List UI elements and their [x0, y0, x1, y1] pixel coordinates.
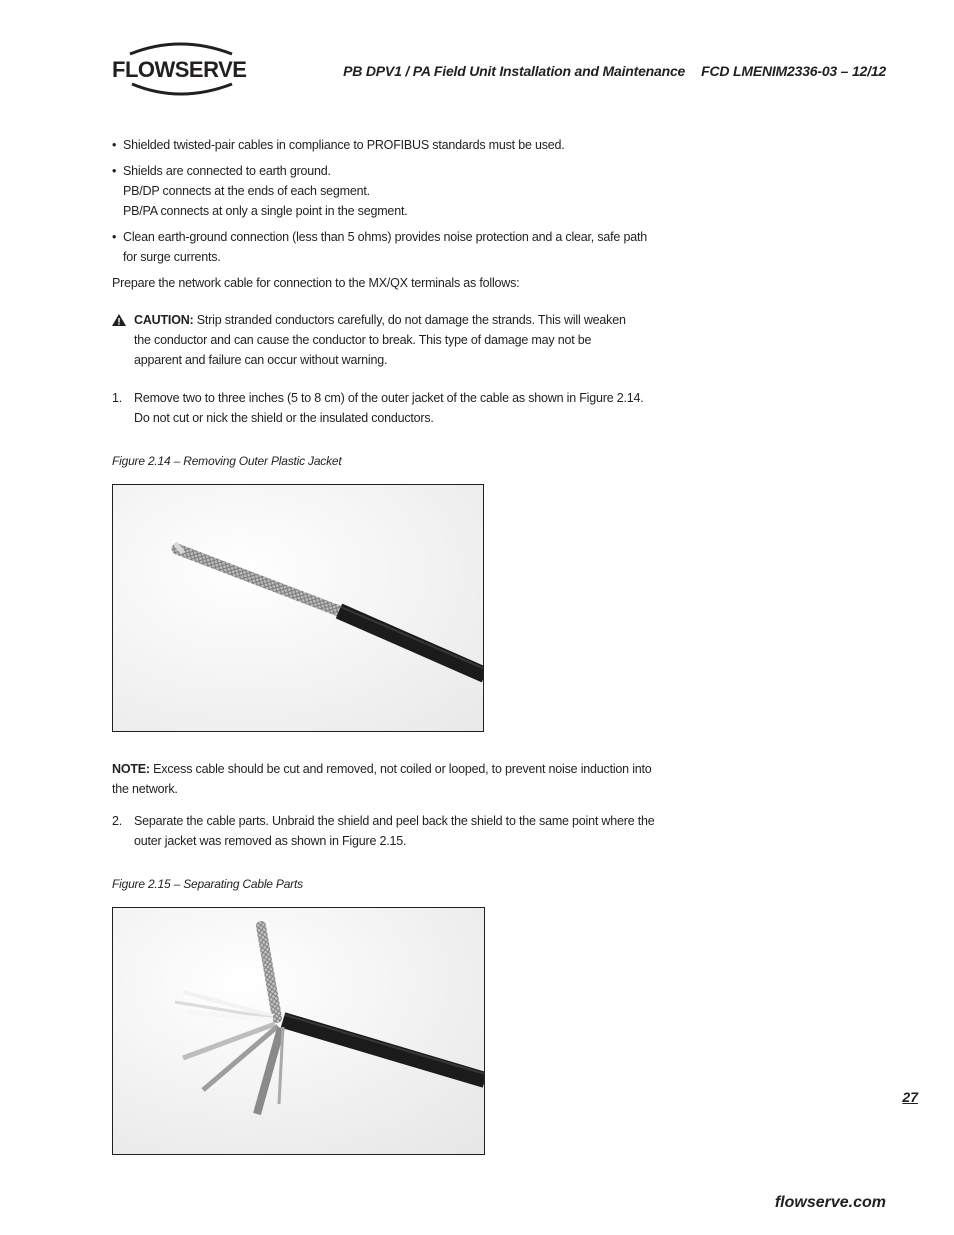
- step-2: 2. Separate the cable parts. Unbraid the shield and peel back the shield to the same point where the outer jacket was removed as shown in Figure 2.15.: [112, 814, 655, 848]
- svg-text:FLOWSERVE: FLOWSERVE: [112, 57, 247, 82]
- figure-2-15-image: [112, 907, 485, 1155]
- prepare-paragraph: Prepare the network cable for connection to the MX/QX terminals as follows:: [112, 276, 520, 290]
- caution-label: CAUTION:: [134, 313, 194, 327]
- bullet-dot: •: [112, 164, 117, 178]
- figure-caption: Figure 2.15 – Separating Cable Parts: [112, 877, 303, 891]
- figure-2-14-image: [112, 484, 484, 732]
- figure-caption: Figure 2.14 – Removing Outer Plastic Jacket: [112, 454, 342, 468]
- bullet-item: • Shields are connected to earth ground. PB/DP connects at the ends of each segment. PB/PA connects at only a single point in the segment.: [112, 161, 672, 221]
- step-1: 1. Remove two to three inches (5 to 8 cm) of the outer jacket of the cable as shown in Figure 2.14. Do not cut or nick the shield or the insulated conductors.: [112, 391, 644, 425]
- bullet-dot: •: [112, 138, 117, 152]
- bullet-dot: •: [112, 230, 117, 244]
- note-block: NOTE: Excess cable should be cut and removed, not coiled or looped, to prevent noise induction into the network.: [112, 762, 652, 796]
- header-title: [330, 63, 886, 79]
- doc-code: FCD LMENIM2336-03 – 12/12: [701, 63, 886, 79]
- bullet-item: • Shielded twisted-pair cables in compliance to PROFIBUS standards must be used.: [112, 135, 672, 155]
- warning-icon: [112, 314, 126, 326]
- page-number: 27: [902, 1089, 918, 1105]
- bullet-item: • Clean earth-ground connection (less than 5 ohms) provides noise protection and a clear, safe path for surge currents.: [112, 227, 672, 267]
- flowserve-logo: [110, 40, 250, 96]
- note-label: NOTE:: [112, 762, 150, 776]
- doc-title: PB DPV1 / PA Field Unit Installation and Maintenance: [343, 63, 686, 79]
- website-link[interactable]: flowserve.com: [774, 1194, 886, 1211]
- caution-block: CAUTION: Strip stranded conductors carefully, do not damage the strands. This will weaken the conductor and can cause the conductor to break. This type of damage may not be apparent and failure can occur without warning.: [112, 310, 672, 370]
